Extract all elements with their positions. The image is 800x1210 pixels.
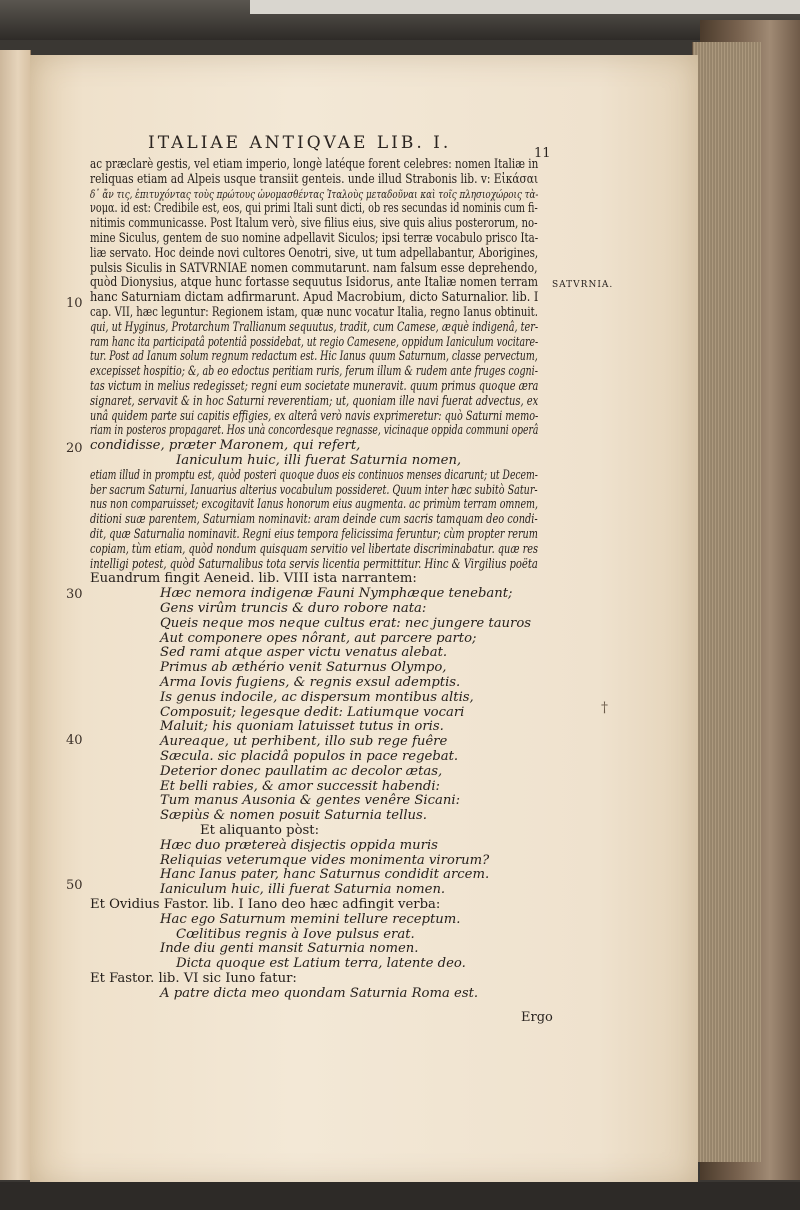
text-line: excepisset hospitio; &, ab eo edoctus peritiam ruris, ferum illum & rudem ante fruges cogni- bbox=[90, 364, 538, 380]
text-line: Euandrum fingit Aeneid. lib. VIII ista narrantem: bbox=[90, 571, 417, 587]
text-line: Hæc duo prætereà disjectis oppida muris bbox=[160, 837, 438, 853]
text-line: Reliquias veterumque vides monimenta virorum? bbox=[160, 852, 490, 868]
text-line: Dicta quoque est Latium terra, latente deo. bbox=[176, 956, 466, 972]
text-line: Is genus indocile, ac dispersum montibus altis, bbox=[160, 689, 474, 705]
text-line: ber sacrum Saturni, Ianuarius alterius vocabulum possideret. Quum inter hæc subitò Satur- bbox=[90, 482, 538, 498]
text-line: pulsis Siculis in SATVRNIAE nomen commutarunt. nam falsum esse deprehendo, bbox=[90, 260, 538, 276]
pencil-mark: † bbox=[601, 700, 608, 716]
text-line: Et Fastor. lib. VI sic Iuno fatur: bbox=[90, 971, 297, 986]
text-line: Ianiculum huic, illi fuerat Saturnia nomen, bbox=[176, 453, 462, 468]
line-number: 10 bbox=[66, 296, 83, 311]
text-line: dit, quæ Saturnalia nominavit. Regni eius tempora felicissima feruntur; cùm propter rerum bbox=[90, 527, 538, 542]
text-line: signaret, servavit & in hoc Saturni reverentiam; ut, quoniam ille navi fuerat advectus, ex bbox=[90, 393, 539, 409]
text-line: Maluit; his quoniam latuisset tutus in oris. bbox=[160, 719, 444, 735]
line-number: 30 bbox=[66, 587, 83, 602]
text-line: tas victum in melius redegisset; regni eum societate muneravit. quum primus quoque æra bbox=[90, 379, 539, 394]
text-line: Inde diu genti mansit Saturnia nomen. bbox=[160, 941, 419, 957]
text-line: Aureaque, ut perhibent, illo sub rege fuêre bbox=[160, 734, 448, 750]
page-edges bbox=[692, 42, 761, 1162]
line-number: 40 bbox=[66, 733, 83, 748]
text-line: etiam illud in promptu est, quòd posteri quoque duos eis continuos menses dicarunt; ut Decem- bbox=[90, 467, 538, 483]
text-line: ac præclarè gestis, vel etiam imperio, longè latéque forent celebres: nomen Italiæ in bbox=[90, 157, 539, 172]
text-line: δ᾽ ἄν τις, ἐπιτυχόντας τοὺς πρώτους ὠνομασθέντας Ἰταλοὺς μεταδοῦναι καὶ τοῖς πλησιοχώροις τὰ- bbox=[90, 186, 539, 201]
text-line: riam in posteros propagaret. Hos unà concordesque regnasse, vicinaque oppida communi operâ bbox=[90, 423, 539, 439]
catchword: Ergo bbox=[521, 1010, 553, 1025]
text-line: unâ quidem parte sui capitis effigies, ex alterâ verò navis exprimeretur: quò Saturni memo- bbox=[90, 408, 539, 424]
text-line: Gens virûm truncis & duro robore nata: bbox=[160, 601, 427, 616]
text-line: qui, ut Hyginus, Protarchum Trallianum sequutus, tradit, cum Camese, æquè indigenâ, ter- bbox=[90, 319, 539, 335]
text-line: ditioni suæ parentem, Saturniam nominavit: aram deinde cum sacris tamquam deo condi- bbox=[90, 512, 538, 528]
scan-strip bbox=[250, 0, 800, 14]
text-line: cap. VII, hæc leguntur: Regionem istam, quæ nunc vocatur Italia, regno Ianus obtinuit. bbox=[90, 305, 538, 320]
text-line: quòd Dionysius, atque hunc fortasse sequutus Isidorus, ante Italiæ nomen terram bbox=[90, 275, 538, 291]
text-line: hanc Saturniam dictam adfirmarunt. Apud Macrobium, dicto Saturnalior. lib. I bbox=[90, 290, 539, 306]
text-line: Primus ab æthério venit Saturnus Olympo, bbox=[160, 660, 447, 676]
text-line: Hac ego Saturnum memini tellure receptum. bbox=[160, 911, 461, 927]
scan-background-bottom bbox=[0, 1182, 800, 1210]
text-line: mine Siculus, gentem de suo nomine adpellavit Siculos; ipsi terræ vocabulo prisco Ita- bbox=[90, 231, 539, 246]
text-line: Deterior donec paullatim ac decolor ætas, bbox=[160, 763, 443, 779]
text-line: copiam, tùm etiam, quòd nondum quisquam servitio vel libertate discriminabatur. quæ res bbox=[90, 541, 539, 557]
left-page-edge bbox=[0, 50, 31, 1180]
text-line: intelligi potest, quòd Saturnalibus tota servis licentia permittitur. Hinc & Virgilius poëta bbox=[90, 556, 538, 572]
text-line: Sæcula. sic placidâ populos in pace regebat. bbox=[160, 749, 459, 764]
text-line: Aut componere opes nôrant, aut parcere parto; bbox=[160, 630, 477, 646]
text-line: tur. Post ad Ianum solum regnum redactum est. Hic Ianus quum Saturnum, classe pervectum, bbox=[90, 349, 538, 365]
line-number: 20 bbox=[66, 441, 83, 456]
page-number: 11 bbox=[534, 146, 551, 161]
text-line: Et aliquanto pòst: bbox=[200, 823, 320, 838]
text-line: Cœlitibus regnis à Iove pulsus erat. bbox=[176, 926, 415, 942]
text-line: Et Ovidius Fastor. lib. I Iano deo hæc adfingit verba: bbox=[90, 897, 441, 912]
text-line: Ianiculum huic, illi fuerat Saturnia nomen. bbox=[160, 882, 446, 898]
text-line: νομα. id est: Credibile est, eos, qui primi Itali sunt dicti, ob res secundas id nominis cum fi- bbox=[90, 201, 538, 217]
text-line: Hæc nemora indigenæ Fauni Nymphæque tenebant; bbox=[160, 586, 513, 602]
text-line: Sed rami atque asper victu venatus alebat. bbox=[160, 645, 448, 661]
text-line: nus non comparuisset; excogitavit Ianus honorum eius augmenta. ac primùm terram omnem, bbox=[90, 497, 539, 513]
text-line: A patre dicta meo quondam Saturnia Roma est. bbox=[160, 985, 479, 1001]
scan-background-top bbox=[0, 0, 800, 40]
text-line: Et belli rabies, & amor successit habendi: bbox=[160, 778, 441, 794]
text-line: nitimis communicasse. Post Italum verò, sive filius eius, sive quis alius posterorum, no- bbox=[90, 216, 538, 232]
text-line: Hanc Ianus pater, hanc Saturnus condidit arcem. bbox=[160, 867, 490, 883]
text-line: condidisse, præter Maronem, qui refert, bbox=[90, 438, 361, 454]
text-line: Queis neque mos neque cultus erat: nec jungere tauros bbox=[160, 615, 532, 631]
line-number: 50 bbox=[66, 878, 83, 893]
text-line: liæ servato. Hoc deinde novi cultores Oenotri, sive, ut tum adpellabantur, Aborigines, bbox=[90, 245, 539, 261]
text-line: Tum manus Ausonia & gentes venêre Sicani: bbox=[160, 793, 461, 809]
text-line: ram hanc ita participatâ potentiâ possidebat, ut regio Camesene, oppidum Ianiculum vocitare- bbox=[90, 334, 539, 350]
text-line: Arma Iovis fugiens, & regnis exsul ademptis. bbox=[160, 675, 461, 690]
text-line: Sæpiùs & nomen posuit Saturnia tellus. bbox=[160, 808, 428, 824]
running-head: ITALIAE ANTIQVAE LIB. I. bbox=[148, 133, 452, 153]
text-line: reliquas etiam ad Alpeis usque transiit genteis. unde illud Strabonis lib. v: Εἰκάσαι bbox=[90, 171, 539, 187]
text-line: Composuit; legesque dedit: Latiumque vocari bbox=[160, 704, 465, 720]
margin-note: SATVRNIA. bbox=[552, 280, 614, 290]
